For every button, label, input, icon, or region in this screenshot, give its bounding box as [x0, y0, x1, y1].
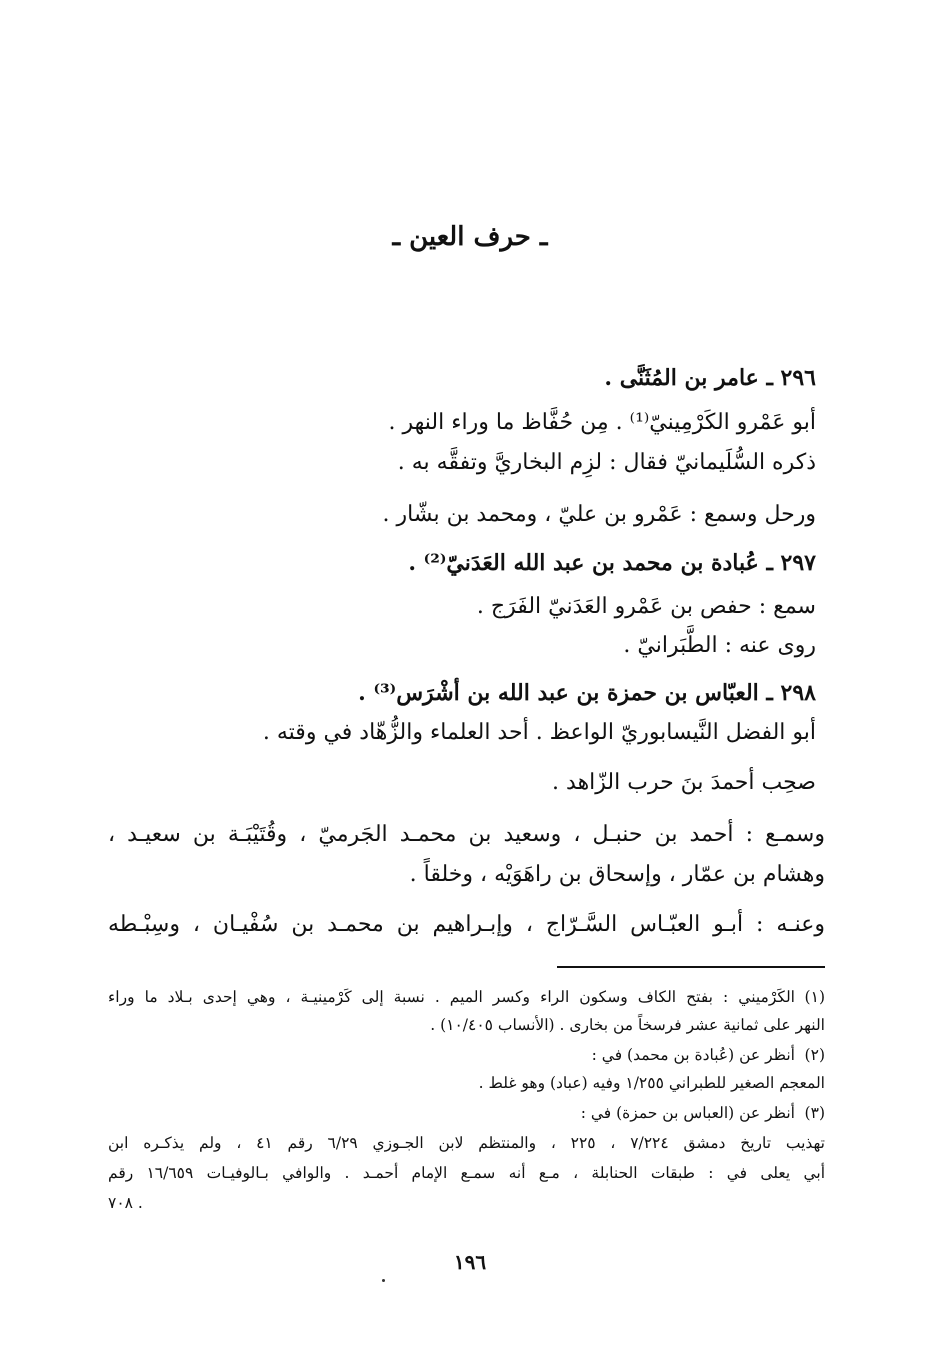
footnote-3-line-3: أبي يعلى في : طبقات الحنابلة ، مـع أنه سمـع الإمام أحمـد . والوافي بـالوفيـات ١٦/٦٥٩ رقم [108, 1164, 826, 1182]
footnote-3-text-1: أنظر عن (العباس بن حمزة) في : [580, 1104, 795, 1122]
footnote-1-text-1: الكَرْميني : بفتح الكاف وسكون الراء وكسر الميم . نسبة إلى كَرْمينيـة ، وهي إحدى بـلاد ما وراء [108, 988, 795, 1006]
footnote-3-number: (٣) [804, 1104, 825, 1122]
footnote-2-line-1 [108, 1046, 825, 1064]
entry-296-line-2: ذكره السُّلَيمانيّ فقال : لزِم البخاريَّ وتفقَّه به . [397, 450, 816, 475]
entry-297-line-1: سمع : حفص بن عَمْرو العَدَنيّ الفَرَج . [476, 594, 816, 619]
entry-298-line-4: وهشام بن عمّار ، وإسحاق بن راهَوَيْه ، وخلقاً . [409, 862, 825, 887]
footnote-2-number: (٢) [804, 1046, 825, 1064]
entry-298-line-2: صحِب أحمدَ بنَ حرب الزّاهد . [552, 770, 816, 795]
entry-297-line-2: روى عنه : الطَّبَرانيّ . [623, 633, 816, 658]
entry-296-line-3: ورحل وسمع : عَمْرو بن عليّ ، ومحمد بن بشّار . [382, 502, 816, 527]
entry-heading-296: ٢٩٦ ـ عامر بن المُثَنَّى . [604, 365, 816, 391]
footnote-1-line-1 [108, 988, 825, 1006]
footnote-3-line-4: ٧٠٨ . [108, 1194, 143, 1212]
footnote-2-line-2: المعجم الصغير للطبراني ١/٢٥٥ وفيه (عباد) وهو غلط . [478, 1074, 825, 1092]
footnote-2-text-1: أنظر عن (عُبادة بن محمد) في : [591, 1046, 795, 1064]
entry-heading-297: ٢٩٧ ـ عُبادة بن محمد بن عبد الله العَدَنيّ⁽²⁾ . [408, 550, 816, 576]
footnote-1-line-2: النهر على ثمانية عشر فرسخاً من بخارى . (الأنساب ١٠/٤٠٥) . [430, 1016, 825, 1034]
entry-298-line-1: أبو الفضل النَّيسابوريّ الواعظ . أحد العلماء والزُّهّاد في وقته . [262, 720, 816, 745]
chapter-title: ـ حرف العين ـ [392, 222, 548, 252]
page-number: ١٩٦ [453, 1250, 487, 1274]
entry-296-line-1: أبو عَمْرو الكَرْمِينيّ⁽¹⁾ . مِن حُفَّاظ ما وراء النهر . [388, 410, 816, 435]
entry-298-line-3: وسمـع : أحمد بن حنبـل ، وسعيد بن محمـد الجَرميّ ، وقُتَيْبَـة بن سعيـد ، [108, 822, 825, 847]
footnote-separator [557, 966, 825, 968]
footnote-1-number: (١) [804, 988, 825, 1006]
footnote-3-line-1 [108, 1104, 825, 1122]
entry-298-line-5: وعنـه : أبـو العبّـاس السَّـرّاج ، وإبـراهيم بن محمـد بن سُفْيـان ، وسِبْـطه [108, 912, 825, 937]
footnote-3-line-2: تهذيب تاريخ دمشق ٧/٢٢٤ ، ٢٢٥ ، والمنتظم لابن الجـوزي ٦/٢٩ رقم ٤١ ، ولم يذكـره ابن [108, 1134, 825, 1152]
entry-heading-298: ٢٩٨ ـ العبّاس بن حمزة بن عبد الله بن أشْرَس⁽³⁾ . [358, 680, 816, 706]
print-mark [382, 1279, 385, 1282]
